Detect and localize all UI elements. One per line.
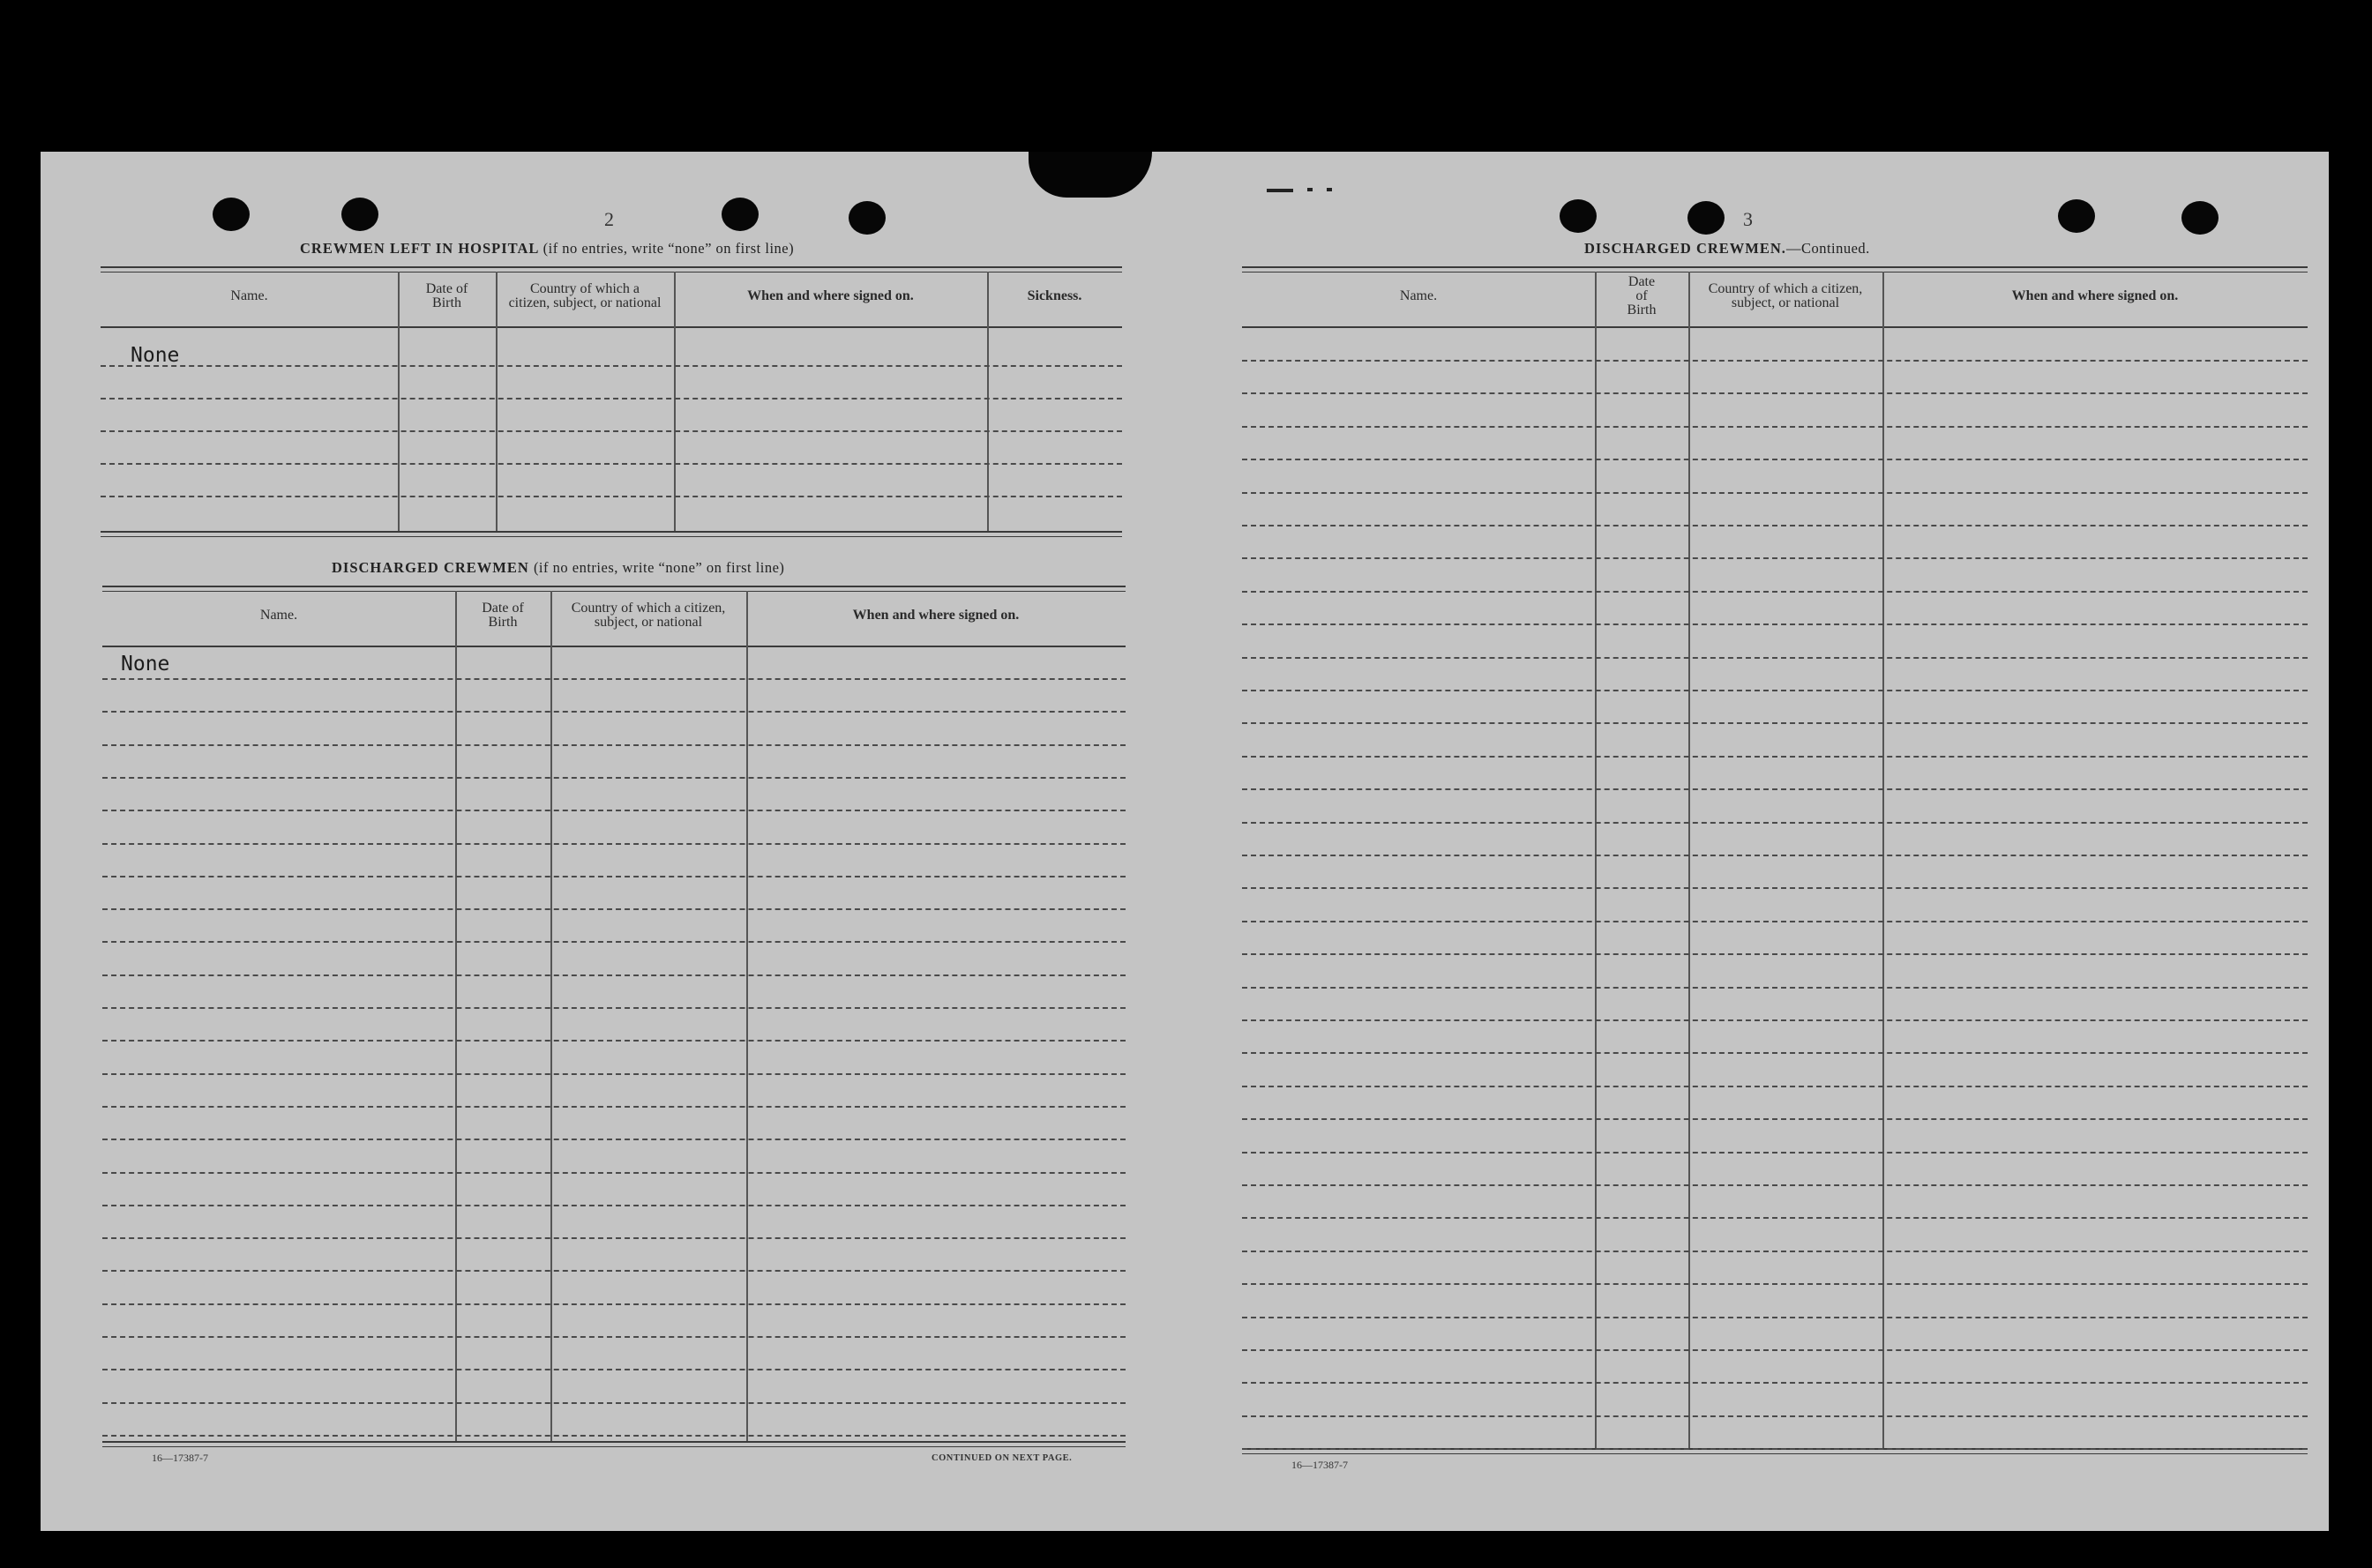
table-row xyxy=(102,1007,1126,1009)
table-row xyxy=(102,744,1126,746)
document-sheet xyxy=(41,152,2329,1531)
discharged-continued-title xyxy=(1584,240,1870,258)
table-row xyxy=(1242,1217,2308,1219)
column-header-country: Country of which a citizen, subject, or national xyxy=(1708,281,1863,310)
punch-hole xyxy=(2058,199,2095,233)
table-row xyxy=(1242,1052,2308,1054)
column-separator xyxy=(746,591,748,1441)
table-row xyxy=(1242,953,2308,955)
column-header-name: Name. xyxy=(259,608,298,623)
table-row xyxy=(1242,1382,2308,1384)
column-header-signed-on: When and where signed on. xyxy=(2011,288,2179,303)
table-row xyxy=(1242,690,2308,691)
column-header-name: Name. xyxy=(230,288,268,303)
table-row xyxy=(102,843,1126,845)
table-row xyxy=(1242,492,2308,494)
table-row xyxy=(1242,1317,2308,1318)
table-row xyxy=(1242,1251,2308,1252)
table-row xyxy=(1242,921,2308,922)
table-row xyxy=(1242,623,2308,625)
table-row xyxy=(1242,1283,2308,1285)
form-number: 16—17387-7 xyxy=(1291,1459,1348,1471)
table-row xyxy=(1242,1152,2308,1154)
punch-hole xyxy=(722,198,759,231)
table-row xyxy=(102,1435,1126,1437)
table-row xyxy=(1242,855,2308,856)
punch-hole xyxy=(849,201,886,235)
header-bottom-rule xyxy=(102,646,1126,647)
column-header-country: Country of which a citizen, subject, or national xyxy=(571,601,726,630)
continued-note: CONTINUED ON NEXT PAGE. xyxy=(932,1453,1073,1463)
punch-hole xyxy=(2181,201,2219,235)
ink-speck xyxy=(1327,188,1332,191)
table-row xyxy=(101,496,1122,497)
table-row xyxy=(1242,887,2308,889)
table-row xyxy=(102,1040,1126,1042)
table-row xyxy=(1242,392,2308,394)
table-row xyxy=(1242,788,2308,790)
table-bottom-rule xyxy=(102,1441,1126,1447)
table-row xyxy=(1242,1086,2308,1087)
table-row xyxy=(102,876,1126,877)
hospital-first-entry: None xyxy=(131,344,180,367)
table-bottom-rule xyxy=(101,531,1122,537)
table-row xyxy=(1242,657,2308,659)
column-separator xyxy=(550,591,552,1441)
column-header-dob: Date of Birth xyxy=(425,281,468,310)
discharged-table xyxy=(102,586,1126,1446)
table-row xyxy=(1242,722,2308,724)
table-row xyxy=(102,908,1126,910)
table-row xyxy=(1242,525,2308,526)
column-header-signed-on: When and where signed on. xyxy=(852,608,1020,623)
column-header-country: Country of which a citizen, subject, or national xyxy=(508,281,662,310)
column-separator xyxy=(1595,272,1597,1448)
section-title-text: DISCHARGED CREWMEN xyxy=(332,559,529,576)
table-row xyxy=(102,1402,1126,1404)
header-bottom-rule xyxy=(101,326,1122,328)
column-header-signed-on: When and where signed on. xyxy=(747,288,914,303)
table-row xyxy=(1242,1118,2308,1120)
form-number: 16—17387-7 xyxy=(152,1452,208,1464)
section-title-continued: —Continued. xyxy=(1785,240,1870,257)
table-row xyxy=(102,1303,1126,1305)
table-row xyxy=(1242,987,2308,989)
discharged-first-entry: None xyxy=(121,653,170,676)
table-row xyxy=(102,1336,1126,1338)
punch-hole xyxy=(341,198,378,231)
table-row xyxy=(101,365,1122,367)
table-row xyxy=(1242,360,2308,362)
table-row xyxy=(101,430,1122,432)
table-row xyxy=(102,1270,1126,1272)
table-row xyxy=(102,1237,1126,1239)
column-header-name: Name. xyxy=(1399,288,1438,303)
column-separator xyxy=(455,591,457,1441)
punch-hole xyxy=(213,198,250,231)
table-row xyxy=(102,1139,1126,1140)
punch-hole xyxy=(1687,201,1725,235)
table-row xyxy=(1242,756,2308,758)
hospital-table xyxy=(101,266,1122,536)
table-row xyxy=(1242,459,2308,460)
discharged-section-title xyxy=(332,559,784,577)
table-row xyxy=(102,810,1126,811)
section-title-text: CREWMEN LEFT IN HOSPITAL xyxy=(300,240,539,257)
page-number: 2 xyxy=(604,208,614,230)
column-header-dob: Date of Birth xyxy=(1627,274,1657,317)
column-header-sickness: Sickness. xyxy=(1027,288,1082,303)
torn-edge xyxy=(1029,152,1152,198)
table-row xyxy=(101,463,1122,465)
table-row xyxy=(102,941,1126,943)
table-row xyxy=(1242,822,2308,824)
table-row xyxy=(102,1073,1126,1075)
table-row xyxy=(102,678,1126,680)
table-row xyxy=(1242,557,2308,559)
column-separator xyxy=(1882,272,1884,1448)
discharged-continued-table xyxy=(1242,266,2308,1453)
table-row xyxy=(1242,1448,2308,1450)
table-row xyxy=(1242,591,2308,593)
table-row xyxy=(102,1205,1126,1206)
table-row xyxy=(102,1106,1126,1108)
table-row xyxy=(101,398,1122,399)
hospital-section-title xyxy=(300,240,794,258)
punch-hole xyxy=(1560,199,1597,233)
table-row xyxy=(1242,1415,2308,1417)
ink-speck xyxy=(1267,189,1293,192)
section-title-note: (if no entries, write “none” on first line) xyxy=(542,240,795,257)
table-row xyxy=(1242,1349,2308,1351)
header-bottom-rule xyxy=(1242,326,2308,328)
section-title-text: DISCHARGED CREWMEN. xyxy=(1584,240,1786,257)
column-header-dob: Date of Birth xyxy=(482,601,524,630)
table-row xyxy=(102,1369,1126,1370)
table-row xyxy=(102,777,1126,779)
ink-speck xyxy=(1307,188,1313,191)
table-row xyxy=(1242,426,2308,428)
table-row xyxy=(1242,1184,2308,1186)
column-separator xyxy=(1688,272,1690,1448)
page-number: 3 xyxy=(1743,208,1753,230)
table-row xyxy=(1242,1019,2308,1021)
table-row xyxy=(102,974,1126,976)
section-title-note: (if no entries, write “none” on first line) xyxy=(533,559,785,576)
table-row xyxy=(102,1172,1126,1174)
table-row xyxy=(102,711,1126,713)
